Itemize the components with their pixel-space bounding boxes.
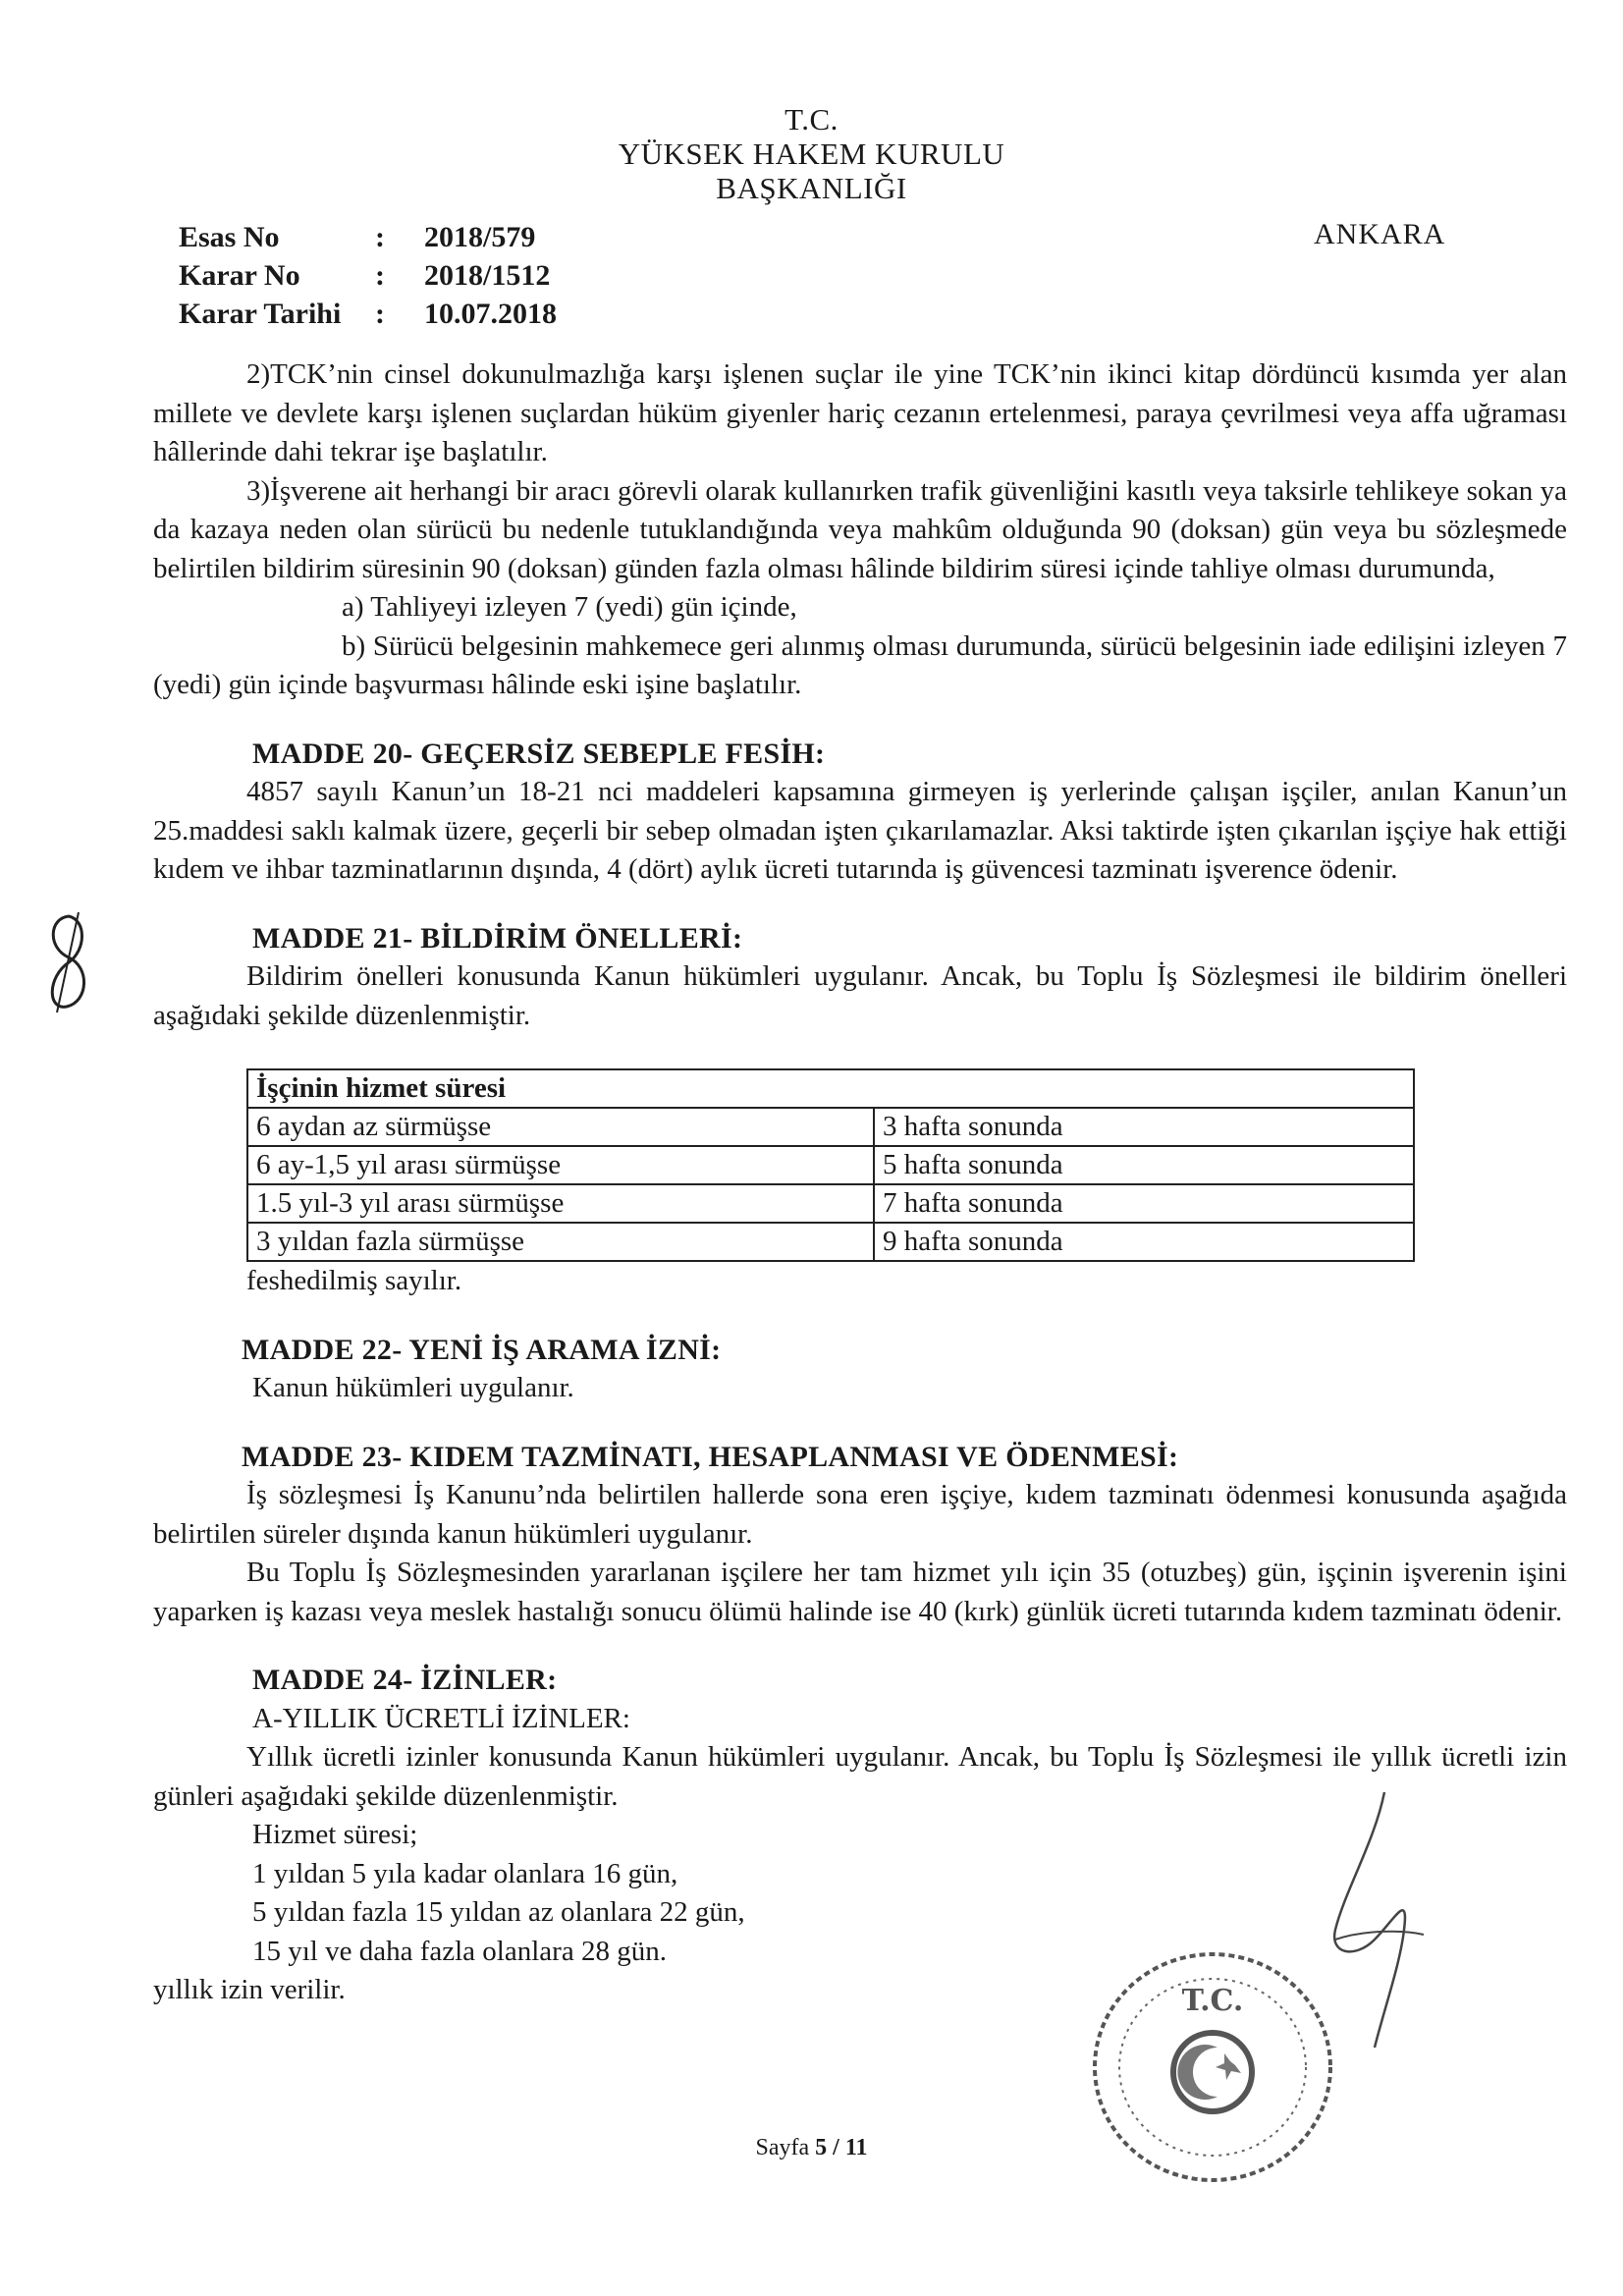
signature-icon (1316, 1782, 1434, 2057)
page-total: 11 (844, 2135, 868, 2160)
page-separator: / (833, 2135, 839, 2160)
page-number (0, 2135, 1623, 2161)
table-header-row (247, 1069, 1414, 1108)
article-22-text: Kanun hükümleri uygulanır. (252, 1372, 574, 1403)
tarih-row (179, 295, 557, 333)
article-24-text: Yıllık ücretli izinler konusunda Kanun hükümleri uygulanır. Ancak, bu Toplu İş Sözleşmesi ile yıllık ücretli izin günleri aşağıdaki şekilde düzenlenmiştir. (153, 1741, 1567, 1812)
table-cell-duration: 1.5 yıl-3 yıl arası sürmüşse (247, 1184, 874, 1223)
table-row (247, 1146, 1414, 1184)
tarih-value: 10.07.2018 (424, 298, 557, 330)
karar-label: Karar No (179, 259, 300, 292)
city: ANKARA (1314, 218, 1446, 250)
article-24-list-item: 1 yıldan 5 yıla kadar olanlara 16 gün, (252, 1857, 678, 1889)
case-meta (179, 218, 557, 333)
header-institution: YÜKSEK HAKEM KURULU (618, 137, 1005, 171)
article-20-text: 4857 sayılı Kanun’un 18-21 nci maddeleri kapsamına girmeyen iş yerlerinde çalışan işçiler, anılan Kanun’un 25.maddesi saklı kalmak üzere, geçerli bir sebep olmadan işten çıkarılamazlar. Aksi taktirde işten çıkarılan işçiye hak ettiği kıdem ve ihbar tazminatlarının dışında, 4 (dört) aylık ücreti tutarında iş güvencesi tazminatı işverence ödenir. (153, 776, 1567, 885)
esas-label: Esas No (179, 221, 280, 253)
official-stamp-icon (1070, 1940, 1355, 2205)
handwritten-page-mark-icon (39, 908, 98, 1016)
karar-row (179, 256, 557, 295)
page-label: Sayfa (755, 2135, 810, 2160)
table-cell-period: 5 hafta sonunda (874, 1146, 1414, 1184)
article-22-title: MADDE 22- YENİ İŞ ARAMA İZNİ: (242, 1333, 722, 1366)
article-23-title: MADDE 23- KIDEM TAZMİNATI, HESAPLANMASI VE ÖDENMESİ: (242, 1440, 1179, 1473)
article-21-title: MADDE 21- BİLDİRİM ÖNELLERİ: (252, 921, 743, 955)
table-cell-period: 3 hafta sonunda (874, 1108, 1414, 1146)
esas-value: 2018/579 (424, 221, 536, 253)
notice-period-table (246, 1068, 1415, 1262)
table-cell-duration: 6 ay-1,5 yıl arası sürmüşse (247, 1146, 874, 1184)
karar-value: 2018/1512 (424, 259, 551, 292)
header-tc: T.C. (784, 102, 839, 137)
article-24-title: MADDE 24- İZİNLER: (252, 1664, 558, 1696)
document-header (0, 102, 1623, 205)
stamp-text: T.C. (1181, 1984, 1244, 2018)
paragraph-2: 2)TCK’nin cinsel dokunulmazlığa karşı işlenen suçlar ile yine TCK’nin ikinci kitap dördüncü kısımda yer alan millete ve devlete karşı işlenen suçlardan hüküm giyenler hariç cezanın ertelenmesi, paraya çevrilmesi veya affa uğraması hâllerinde dahi tekrar işe başlatılır. (153, 358, 1567, 467)
article-20-title: MADDE 20- GEÇERSİZ SEBEPLE FESİH: (252, 737, 826, 770)
tarih-label: Karar Tarihi (179, 298, 342, 330)
article-24-subtitle: A-YILLIK ÜCRETLİ İZİNLER: (252, 1702, 630, 1734)
paragraph-3b: b) Sürücü belgesinin mahkemece geri alınmış olması durumunda, sürücü belgesinin iade edilişini izleyen 7 (yedi) gün içinde başvurması hâlinde eski işine başlatılır. (153, 629, 1567, 700)
esas-row (179, 218, 557, 256)
article-23-text-1: İş sözleşmesi İş Kanunu’nda belirtilen hallerde sona eren işçiye, kıdem tazminatı ödenmesi konusunda aşağıda belirtilen süreler dışında kanun hükümleri uygulanır. (153, 1479, 1567, 1550)
tarih-separator: : (375, 298, 385, 330)
esas-separator: : (375, 221, 385, 253)
paragraph-3a: a) Tahliyeyi izleyen 7 (yedi) gün içinde, (342, 591, 797, 623)
table-header: İşçinin hizmet süresi (247, 1069, 1414, 1108)
table-cell-duration: 6 aydan az sürmüşse (247, 1108, 874, 1146)
header-presidency: BAŞKANLIĞI (716, 171, 907, 205)
document-body (153, 355, 1567, 2010)
table-row (247, 1108, 1414, 1146)
article-21-after-table: feshedilmiş sayılır. (246, 1265, 462, 1296)
article-24-list-item: 15 yıl ve daha fazla olanlara 28 gün. (252, 1935, 667, 1967)
page-current: 5 (815, 2135, 828, 2160)
paragraph-3: 3)İşverene ait herhangi bir aracı görevli olarak kullanırken trafik güvenliğini kasıtlı veya taksirle tehlikeye sokan ya da kazaya neden olan sürücü bu nedenle tutuklandığında veya mahkûm olduğunda 90 (doksan) gün veya bu sözleşmede belirtilen bildirim süresinin 90 (doksan) günden fazla olması hâlinde bildirim süresi içinde tahliye olması durumunda, (153, 474, 1567, 584)
table-row (247, 1184, 1414, 1223)
article-21-text: Bildirim önelleri konusunda Kanun hükümleri uygulanır. Ancak, bu Toplu İş Sözleşmesi ile bildirim önelleri aşağıdaki şekilde düzenlenmiştir. (153, 960, 1567, 1031)
table-cell-period: 9 hafta sonunda (874, 1223, 1414, 1261)
table-cell-period: 7 hafta sonunda (874, 1184, 1414, 1223)
article-23-text-2: Bu Toplu İş Sözleşmesinden yararlanan işçilere her tam hizmet yılı için 35 (otuzbeş) gün, işçinin işverenin işini yaparken iş kazası veya meslek hastalığı sonucu ölümü halinde ise 40 (kırk) günlük ücreti tutarında kıdem tazminatı ödenir. (153, 1557, 1567, 1627)
table-cell-duration: 3 yıldan fazla sürmüşse (247, 1223, 874, 1261)
karar-separator: : (375, 259, 385, 292)
article-24-list-intro: Hizmet süresi; (252, 1819, 418, 1850)
article-24-closing: yıllık izin verilir. (153, 1974, 346, 2005)
article-24-list-item: 5 yıldan fazla 15 yıldan az olanlara 22 gün, (252, 1896, 745, 1928)
table-row (247, 1223, 1414, 1261)
